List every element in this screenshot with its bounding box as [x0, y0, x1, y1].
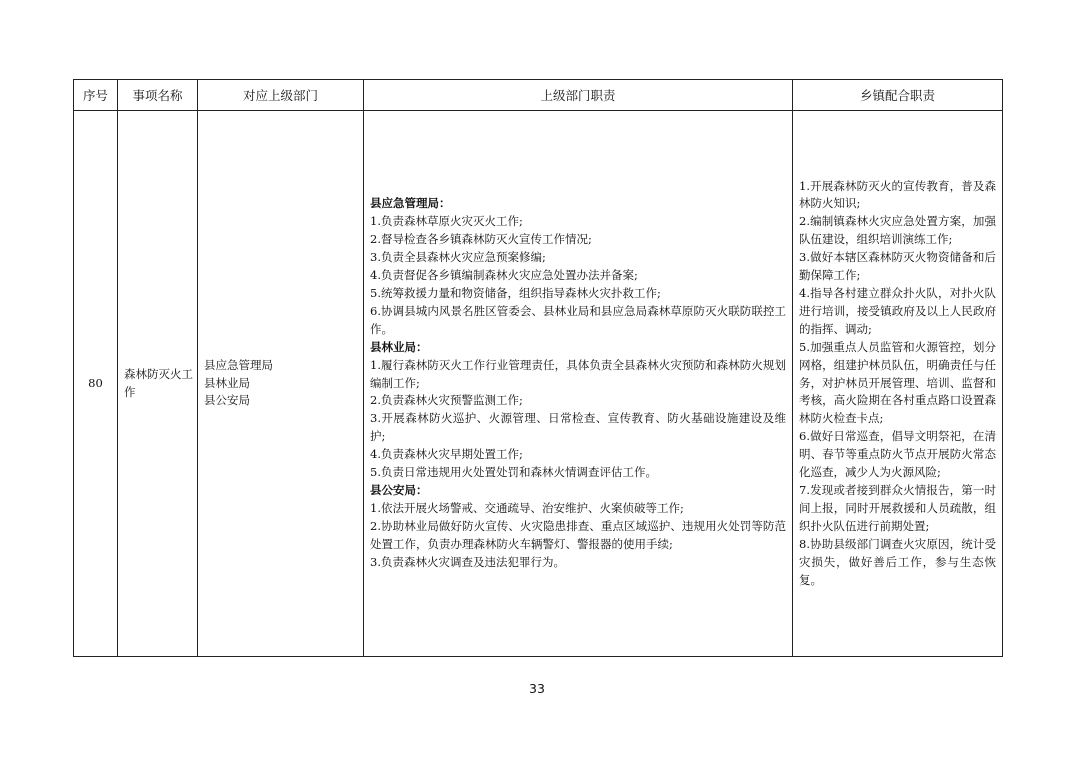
- duty-heading: 县公安局：: [370, 482, 428, 497]
- town-duty-item: 5.加强重点人员监管和火源管控，划分网格，组建护林员队伍，明确责任与任务，对护林员开展管理、培训、监督和考核，高火险期在各村重点路口设置森林防火检查卡点;: [799, 339, 996, 426]
- town-duty-item: 1.开展森林防灭火的宣传教育，普及森林防火知识;: [799, 178, 996, 211]
- duty-item: 1.负责森林草原火灾灭火工作;: [370, 214, 523, 229]
- duty-item: 3.负责全县森林火灾应急预案修编;: [370, 250, 546, 265]
- town-duty-item: 7.发现或者接到群众火情报告，第一时间上报，同时开展救援和人员疏散，组织扑火队伍进行前期处置;: [799, 482, 996, 533]
- superior-duties: [364, 111, 793, 657]
- duty-item: 3.开展森林防火巡护、火源管理、日常检查、宣传教育、防火基础设施建设及维护;: [370, 411, 786, 444]
- department-item: 县林业局: [204, 375, 250, 390]
- header-item-name: 事项名称: [118, 80, 198, 111]
- header-superior-duties: 上级部门职责: [364, 80, 793, 111]
- duty-item: 2.负责森林火灾预警监测工作;: [370, 393, 523, 408]
- duty-item: 3.负责森林火灾调查及违法犯罪行为。: [370, 554, 565, 569]
- header-department: 对应上级部门: [198, 80, 364, 111]
- duty-heading: 县应急管理局：: [370, 196, 451, 211]
- header-no: 序号: [74, 80, 118, 111]
- duty-item: 5.统筹救援力量和物资储备，组织指导森林火灾扑救工作;: [370, 286, 661, 301]
- duty-item: 1.依法开展火场警戒、交通疏导、治安维护、火案侦破等工作;: [370, 500, 684, 515]
- department-item: 县应急管理局: [204, 357, 273, 372]
- page-number: 33: [529, 681, 545, 696]
- duty-item: 4.负责森林火灾早期处置工作;: [370, 447, 523, 462]
- duty-item: 1.履行森林防灭火工作行业管理责任，具体负责全县森林火灾预防和森林防火规划编制工作;: [370, 357, 786, 390]
- table-row: [74, 111, 1003, 657]
- duty-table: [73, 79, 1003, 657]
- table-header-row: [74, 80, 1003, 111]
- town-duty-item: 2.编制镇森林火灾应急处置方案，加强队伍建设，组织培训演练工作;: [799, 214, 996, 247]
- department-item: 县公安局: [204, 393, 250, 408]
- department-list: [198, 111, 364, 657]
- duty-item: 4.负责督促各乡镇编制森林火灾应急处置办法并备案;: [370, 268, 638, 283]
- item-name: 森林防灭火工作: [118, 111, 198, 657]
- row-number: 80: [74, 111, 118, 657]
- duty-item: 2.协助林业局做好防火宣传、火灾隐患排查、重点区域巡护、违规用火处罚等防范处置工作，负责办理森林防火车辆警灯、警报器的使用手续;: [370, 518, 786, 551]
- town-duty-item: 4.指导各村建立群众扑火队，对扑火队进行培训，接受镇政府及以上人民政府的指挥、调动;: [799, 286, 996, 336]
- town-duty-item: 3.做好本辖区森林防灭火物资储备和后勤保障工作;: [799, 250, 996, 283]
- town-duty-item: 8.协助县级部门调查火灾原因，统计受灾损失，做好善后工作，参与生态恢复。: [799, 536, 996, 587]
- duty-item: 2.督导检查各乡镇森林防灭火宣传工作情况;: [370, 232, 592, 247]
- town-duty-item: 6.做好日常巡查，倡导文明祭祀，在清明、春节等重点防火节点开展防火常态化巡查，减少人为火源风险;: [799, 429, 996, 480]
- duty-heading: 县林业局：: [370, 339, 428, 354]
- duty-item: 6.协调县城内风景名胜区管委会、县林业局和县应急局森林草原防灭火联防联控工作。: [370, 303, 786, 336]
- header-town-duties: 乡镇配合职责: [793, 80, 1003, 111]
- town-duties: [793, 111, 1003, 657]
- duty-item: 5.负责日常违规用火处置处罚和森林火情调查评估工作。: [370, 465, 657, 480]
